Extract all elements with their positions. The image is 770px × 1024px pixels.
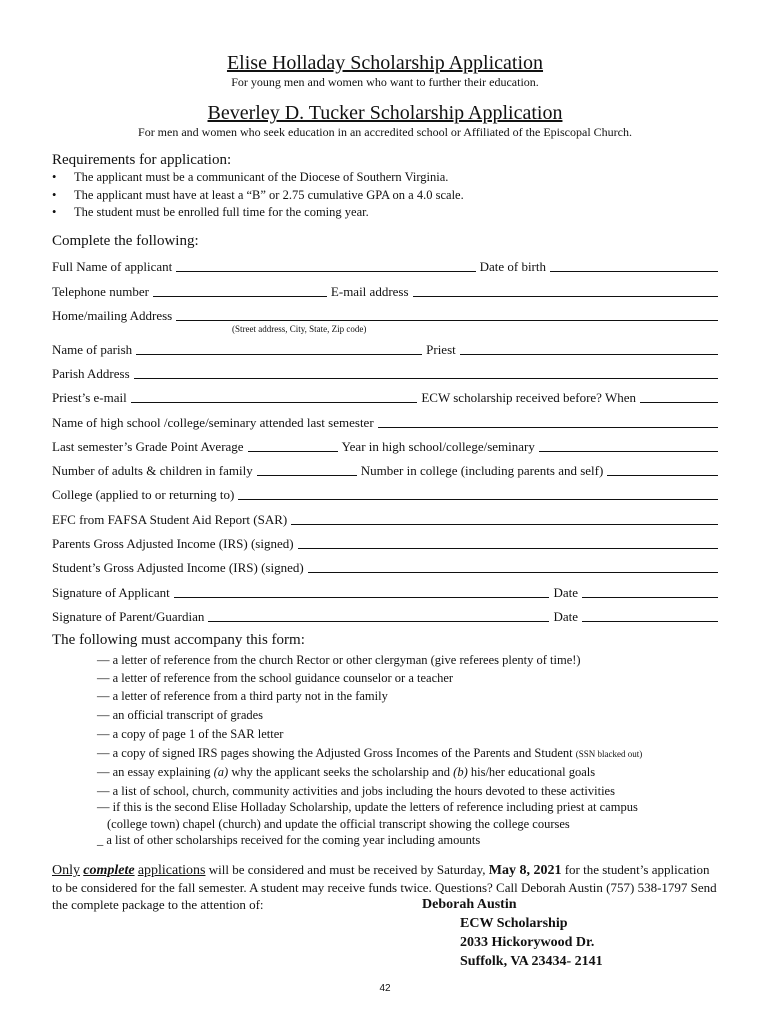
accompany-item: — an essay explaining (a) why the applicant seeks the scholarship and (b) his/her educational goals <box>97 765 596 779</box>
complete-heading: Complete the following: <box>52 233 199 249</box>
subtitle-holladay: For young men and women who want to further their education. <box>231 75 539 89</box>
full-name-field[interactable] <box>176 270 475 272</box>
college-field[interactable] <box>238 498 718 500</box>
accompany-item-continued: (college town) chapel (church) and update the official transcript showing the college courses <box>107 817 570 831</box>
title-holladay: Elise Holladay Scholarship Application <box>226 52 544 74</box>
efc-row <box>52 510 718 528</box>
requirement-item: • The applicant must be a communicant of the Diocese of Southern Virginia. <box>52 170 449 184</box>
number-in-college-label: Number in college (including parents and self) <box>360 463 604 478</box>
priest-field[interactable] <box>460 353 718 355</box>
email-field[interactable] <box>413 295 718 297</box>
accompany-item: — if this is the second Elise Holladay Scholarship, update the letters of reference including priest at campus <box>97 800 638 814</box>
applicant-date-label: Date <box>553 585 578 600</box>
ecw-received-label: ECW scholarship received before? When <box>421 390 636 405</box>
requirements-heading: Requirements for application: <box>52 152 232 168</box>
efc-field[interactable] <box>291 523 718 525</box>
title-tucker: Beverley D. Tucker Scholarship Application <box>207 102 563 124</box>
parents-income-row <box>52 534 718 552</box>
applicant-date-field[interactable] <box>582 596 718 598</box>
home-address-label: Home/mailing Address <box>52 308 173 323</box>
ssn-note: (SSN blacked out) <box>575 749 643 759</box>
parish-address-field[interactable] <box>134 377 718 379</box>
applicant-signature-row <box>52 583 718 601</box>
address-line: 2033 Hickorywood Dr. <box>460 935 595 950</box>
priest-label: Priest <box>426 342 456 357</box>
parent-date-label: Date <box>553 609 578 624</box>
parent-signature-row <box>52 607 718 625</box>
year-in-school-label: Year in high school/college/seminary <box>341 439 535 454</box>
parent-date-field[interactable] <box>582 620 718 622</box>
accompany-heading: The following must accompany this form: <box>52 632 305 648</box>
mailing-address <box>422 895 603 971</box>
student-income-field[interactable] <box>308 571 718 573</box>
accompany-item: — an official transcript of grades <box>97 708 264 722</box>
priest-email-row <box>52 388 718 406</box>
family-count-label: Number of adults & children in family <box>52 463 253 478</box>
bullet-icon: • <box>52 188 57 202</box>
year-in-school-field[interactable] <box>539 450 718 452</box>
college-row <box>52 485 718 503</box>
requirement-item: • The student must be enrolled full time for the coming year. <box>52 205 369 219</box>
college-label: College (applied to or returning to) <box>52 487 235 502</box>
telephone-label: Telephone number <box>52 284 149 299</box>
address-line: Suffolk, VA 23434- 2141 <box>460 954 603 969</box>
complete-word: complete <box>83 863 135 878</box>
address-line: ECW Scholarship <box>460 916 568 931</box>
parish-priest-row <box>52 340 718 358</box>
school-name-label: Name of high school /college/seminary attended last semester <box>52 415 374 430</box>
gpa-field[interactable] <box>248 450 338 452</box>
parish-address-row <box>52 364 718 382</box>
applicant-signature-field[interactable] <box>174 596 550 598</box>
priest-email-field[interactable] <box>131 401 418 403</box>
bullet-icon: • <box>52 205 57 219</box>
student-income-label: Student’s Gross Adjusted Income (IRS) (signed) <box>52 560 304 575</box>
name-dob-row <box>52 257 718 275</box>
school-name-field[interactable] <box>378 426 718 428</box>
applications-word: applications <box>137 863 206 878</box>
accompany-item: — a letter of reference from the church Rector or other clergyman (give referees plenty of time!) <box>97 653 581 667</box>
address-row <box>52 306 718 324</box>
applicant-signature-label: Signature of Applicant <box>52 585 170 600</box>
subtitle-tucker: For men and women who seek education in an accredited school or Affiliated of the Episcopal Church. <box>138 125 632 139</box>
accompany-item: — a letter of reference from the school guidance counselor or a teacher <box>97 671 454 685</box>
student-income-row <box>52 558 718 576</box>
parish-address-label: Parish Address <box>52 366 130 381</box>
parent-signature-label: Signature of Parent/Guardian <box>52 609 205 624</box>
efc-label: EFC from FAFSA Student Aid Report (SAR) <box>52 512 288 527</box>
accompany-item: — a copy of page 1 of the SAR letter <box>97 727 284 741</box>
accompany-item: — a copy of signed IRS pages showing the Adjusted Gross Incomes of the Parents and Student (SSN blacked out) <box>97 746 643 760</box>
parent-signature-field[interactable] <box>208 620 549 622</box>
parents-income-label: Parents Gross Adjusted Income (IRS) (signed) <box>52 536 294 551</box>
parish-name-field[interactable] <box>136 353 422 355</box>
school-row <box>52 413 718 431</box>
full-name-label: Full Name of applicant <box>52 259 173 274</box>
number-in-college-field[interactable] <box>607 474 718 476</box>
parish-name-label: Name of parish <box>52 342 133 357</box>
dob-label: Date of birth <box>479 259 546 274</box>
only-word: Only <box>52 863 80 878</box>
phone-email-row <box>52 282 718 300</box>
requirement-item: • The applicant must have at least a “B” or 2.75 cumulative GPA on a 4.0 scale. <box>52 188 464 202</box>
contact-name: Deborah Austin <box>422 897 517 912</box>
gpa-label: Last semester’s Grade Point Average <box>52 439 244 454</box>
accompany-item: _ a list of other scholarships received for the coming year including amounts <box>97 833 481 847</box>
dob-field[interactable] <box>550 270 718 272</box>
home-address-field[interactable] <box>176 319 718 321</box>
address-hint: (Street address, City, State, Zip code) <box>232 324 367 334</box>
ecw-when-field[interactable] <box>640 401 718 403</box>
bullet-icon: • <box>52 170 57 184</box>
page-number: 42 <box>379 983 391 994</box>
gpa-row <box>52 437 718 455</box>
deadline-paragraph: Only complete applications will be considered and must be received by Saturday, May 8, 2021 for the student’s application to be considered for the fall semester. A student may receive funds twice. Questions? Call Deborah Austin (757) 538-1797 Send the complete package to the attention of: <box>52 862 717 912</box>
telephone-field[interactable] <box>153 295 327 297</box>
parents-income-field[interactable] <box>298 547 718 549</box>
accompany-item: — a letter of reference from a third party not in the family <box>97 689 388 703</box>
family-count-field[interactable] <box>257 474 357 476</box>
priest-email-label: Priest’s e-mail <box>52 390 127 405</box>
accompany-item: — a list of school, church, community activities and jobs including the hours devoted to these activities <box>97 784 615 798</box>
email-label: E-mail address <box>330 284 409 299</box>
family-row <box>52 461 718 479</box>
deadline-date: May 8, 2021 <box>488 863 562 878</box>
